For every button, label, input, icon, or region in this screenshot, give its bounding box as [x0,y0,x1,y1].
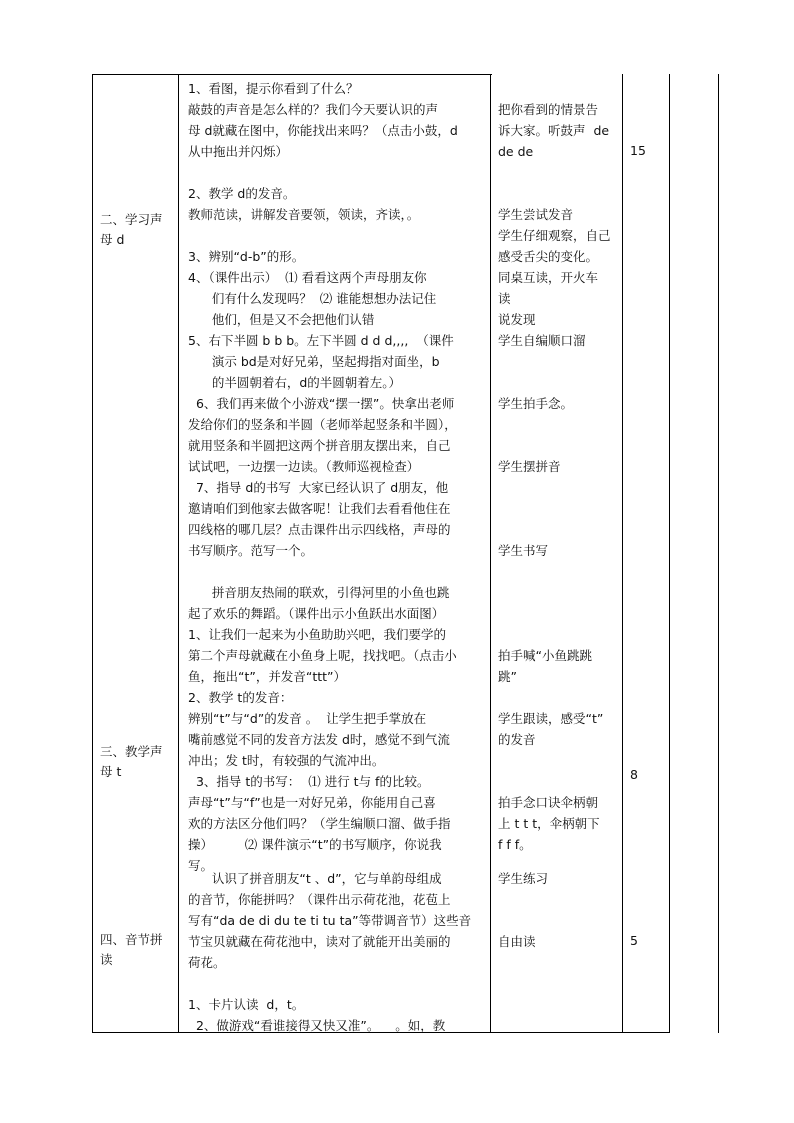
student-line [498,687,620,708]
process-line: 从中拖出并闪烁） [188,144,289,159]
student-line: 拍手念口诀伞柄朝 [498,795,599,810]
student-line: f f f。 [498,837,532,852]
student-line [498,519,620,540]
process-line: 他们，但是又不会把他们认错 [188,312,375,327]
time-value: 5 [630,933,638,948]
process-line: 演示 bd是对好兄弟，坚起拇指对面坐，b [188,354,440,369]
table-divider-process [490,74,491,1033]
process-line: 们有什么发现吗？ ⑵ 谁能想想办法记住 [188,291,437,306]
process-line: 四线格的哪几层？点击课件出示四线格，声母的 [188,522,451,537]
student-line: 同桌互读，开火车 [498,270,599,285]
process-learn-d [188,78,488,561]
process-line: 的音节，你能拼吗？（课件出示荷花池，花苞上 [188,892,451,907]
time-teach-t [630,764,666,785]
student-line [498,498,620,519]
process-line: 邀请咱们到他家去做客呢！让我们去看看他住在 [188,501,451,516]
process-line: 书写顺序。范写一个。 [188,543,314,558]
stage-label: 读 [100,952,113,967]
process-teach-t [188,561,488,876]
process-line: 辨别“t”与“d”的发音 。 让学生把手掌放在 [188,711,427,726]
process-line: 写。 [188,858,214,873]
student-line: 学生书写 [498,543,549,558]
student-line [498,183,620,204]
table-divider-student [622,74,623,1033]
student-line [498,162,620,183]
process-line: 5、右下半圆 b b b。左下半圆 d d d,,,, （课件 [188,333,454,348]
process-line: 嘴前感觉不同的发音方法发 d时，感觉不到气流 [188,732,450,747]
process-line: 拼音朋友热闹的联欢，引得河里的小鱼也跳 [188,585,450,600]
table-divider-time [669,74,670,1033]
student-line [498,910,620,931]
student-line: 上 t t t，伞柄朝下 [498,816,600,831]
process-line: 试试吧，一边摆一边读。（教师巡视检查） [188,459,420,474]
process-line: 敲鼓的声音是怎么样的？我们今天要认识的声 [188,102,439,117]
student-line [498,477,620,498]
student-line: 的发音 [498,732,536,747]
student-line: 感受舌尖的变化。 [498,249,599,264]
student-line: 学生仔细观察，自己 [498,228,611,243]
student-line [498,561,620,582]
table-divider-stage [178,74,179,1033]
student-teach-t [498,561,620,876]
process-line: 节宝贝就藏在荷花池中，读对了就能开出美丽的 [188,934,451,949]
process-line: 1、看图，提示你看到了什么？ [188,81,359,96]
stage-teach-t [100,742,176,782]
time-learn-d [630,140,666,161]
process-line: 冲出；发 t时，有较强的气流冲出。 [188,753,385,768]
student-line [498,582,620,603]
student-line [498,771,620,792]
process-line [188,561,488,582]
time-value: 8 [630,767,638,782]
table-border-top [92,74,492,75]
process-line: 1、让我们一起来为小鱼助助兴吧，我们要学的 [188,627,446,642]
student-line: 学生尝试发音 [498,207,574,222]
process-line: 认识了拼音朋友“t 、d”，它与单韵母组成 [188,871,442,886]
student-line [498,435,620,456]
process-line [188,973,488,994]
student-learn-d [498,78,620,561]
process-line: 6、我们再来做个小游戏“摆一摆”。快拿出老师 [188,396,455,411]
student-line [498,603,620,624]
process-line: 的半圆朝着右，d的半圆朝着左。） [188,375,402,390]
student-line [498,624,620,645]
process-line: 母 d就藏在图中，你能找出来吗？（点击小鼓，d [188,123,458,138]
process-line: 2、教学 d的发音。 [188,186,296,201]
student-line: 诉大家。听鼓声 de [498,123,610,138]
student-line: 跳” [498,669,517,684]
table-border-left [92,74,93,1033]
student-line: 读 [498,291,511,306]
stage-learn-d [100,210,176,250]
student-line [498,889,620,910]
stage-syllable [100,930,176,970]
student-line: 学生拍手念。 [498,396,574,411]
process-line: 第二个声母就藏在小鱼身上呢，找找吧。（点击小 [188,648,457,663]
student-line: 学生自编顺口溜 [498,333,586,348]
process-line: 教师范读，讲解发音要领，领读，齐读，。 [188,207,420,222]
process-line [188,162,488,183]
stage-label: 二、学习声 [100,212,163,227]
student-line: 学生跟读，感受“t” [498,711,604,726]
student-line: 学生摆拼音 [498,459,561,474]
student-syllable [498,868,620,952]
process-line: 3、辨别“d-b”的形。 [188,249,305,264]
time-syllable [630,930,666,951]
student-line [498,351,620,372]
time-value: 15 [630,143,646,158]
process-line [188,225,488,246]
student-line: 学生练习 [498,871,549,886]
process-line: 2、做游戏“看谁接得又快又准”。 。如，教 [188,1018,446,1033]
process-line: 4、（课件出示） ⑴ 看看这两个声母朋友你 [188,270,427,285]
student-line: 把你看到的情景告 [498,102,599,117]
process-line: 鱼，拖出“t”，并发音“ttt”） [188,669,347,684]
process-line: 写有“da de di du te ti tu ta”等带调音节）这些音 [188,913,472,928]
process-line: 欢的方法区分他们吗？（学生编顺口溜、做手指 [188,816,451,831]
stage-label: 四、音节拼 [100,932,163,947]
student-line [498,750,620,771]
process-line: 就用竖条和半圆把这两个拼音朋友摆出来，自己 [188,438,451,453]
process-line: 7、指导 d的书写 大家已经认识了 d朋友，他 [188,480,449,495]
process-line: 1、卡片认读 d，t。 [188,997,305,1012]
student-line: 说发现 [498,312,536,327]
process-line: 起了欢乐的舞蹈。（课件出示小鱼跃出水面图） [188,606,445,621]
process-line: 3、指导 t的书写： ⑴ 进行 t与 f的比较。 [188,774,430,789]
page-margin-line [718,74,719,1033]
student-line: 自由读 [498,934,536,949]
process-line: 2、教学 t的发音： [188,690,293,705]
student-line [498,372,620,393]
stage-label: 母 d [100,232,125,247]
stage-label: 三、教学声 [100,744,163,759]
student-line [498,78,620,99]
process-line: 发给你们的竖条和半圆（老师举起竖条和半圆）， [188,417,457,432]
student-line: de de [498,144,534,159]
process-syllable [188,868,488,1036]
student-line [498,414,620,435]
process-line: 荷花。 [188,955,226,970]
stage-label: 母 t [100,764,122,779]
process-line: 操） ⑵ 课件演示“t”的书写顺序，你说我 [188,837,442,852]
process-line: 声母“t”与“f”也是一对好兄弟，你能用自己喜 [188,795,436,810]
student-line: 拍手喊“小鱼跳跳 [498,648,592,663]
